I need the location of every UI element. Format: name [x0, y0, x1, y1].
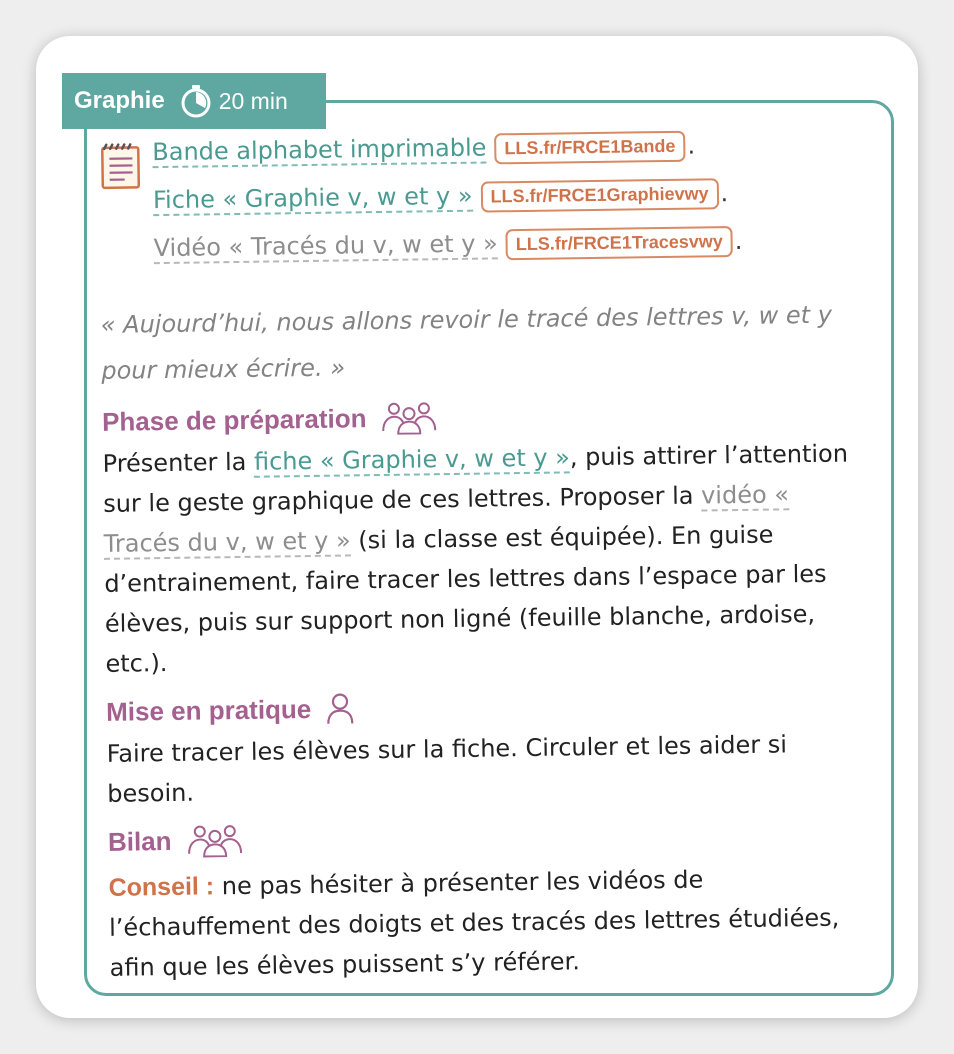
tip-text — [108, 857, 870, 988]
resource-punct: . — [720, 179, 729, 208]
resource-link[interactable]: Vidéo « Tracés du v, w et y » — [153, 229, 498, 263]
stopwatch-icon — [179, 84, 213, 118]
preparation-text-3: (si la classe est équipée). En guise d’entrainement, faire tracer les lettres dans l’espace par les élèves, puis sur support non ligné (feuille blanche, ardoise, etc.). — [104, 520, 827, 678]
video-link[interactable]: vidéo « Tracés du v, w et y » — [103, 480, 790, 558]
resource-item — [153, 215, 894, 273]
preparation-title: Phase de préparation — [101, 402, 367, 437]
bilan-title: Bilan — [107, 825, 172, 857]
resource-code[interactable]: LLS.fr/FRCE1Bande — [494, 130, 685, 164]
bilan-heading — [108, 809, 903, 864]
teacher-quote: « Aujourd’hui, nous allons revoir le tracé des lettres v, w et y pour mieux écrire. » — [100, 300, 833, 385]
clipboard-icon — [98, 141, 145, 196]
resource-code[interactable]: LLS.fr/FRCE1Graphievwy — [480, 178, 718, 212]
preparation-text-1: Présenter la — [102, 447, 255, 478]
preparation-text — [102, 433, 865, 684]
card-content — [92, 119, 904, 988]
duration: 20 min — [218, 87, 288, 114]
section-tab — [62, 73, 326, 129]
resource-punct: . — [734, 226, 743, 256]
resource-list — [152, 119, 894, 273]
group-icon — [380, 400, 438, 435]
resource-link[interactable]: Bande alphabet imprimable — [152, 133, 487, 167]
group-icon — [185, 823, 243, 858]
person-icon — [325, 692, 355, 724]
worksheet-link[interactable]: fiche « Graphie v, w et y » — [253, 443, 571, 476]
resource-code[interactable]: LLS.fr/FRCE1Tracesvwy — [506, 226, 734, 260]
tip-body: ne pas hésiter à présenter les vidéos de l’échauffement des doigts et des tracés des lettres étudiées, afin que les élèves puissent s’y référer. — [108, 865, 840, 982]
preparation-text-2: , puis attirer l’attention sur le geste graphique de ces lettres. Proposer la — [103, 439, 849, 518]
resource-punct: . — [687, 131, 696, 160]
practice-text: Faire tracer les élèves sur la fiche. Circuler et les aider si besoin. — [106, 730, 788, 808]
tip-label: Conseil : — [108, 872, 215, 902]
section-title: Graphie — [74, 87, 165, 114]
practice-title: Mise en pratique — [105, 693, 312, 727]
resource-link[interactable]: Fiche « Graphie v, w et y » — [152, 181, 473, 215]
